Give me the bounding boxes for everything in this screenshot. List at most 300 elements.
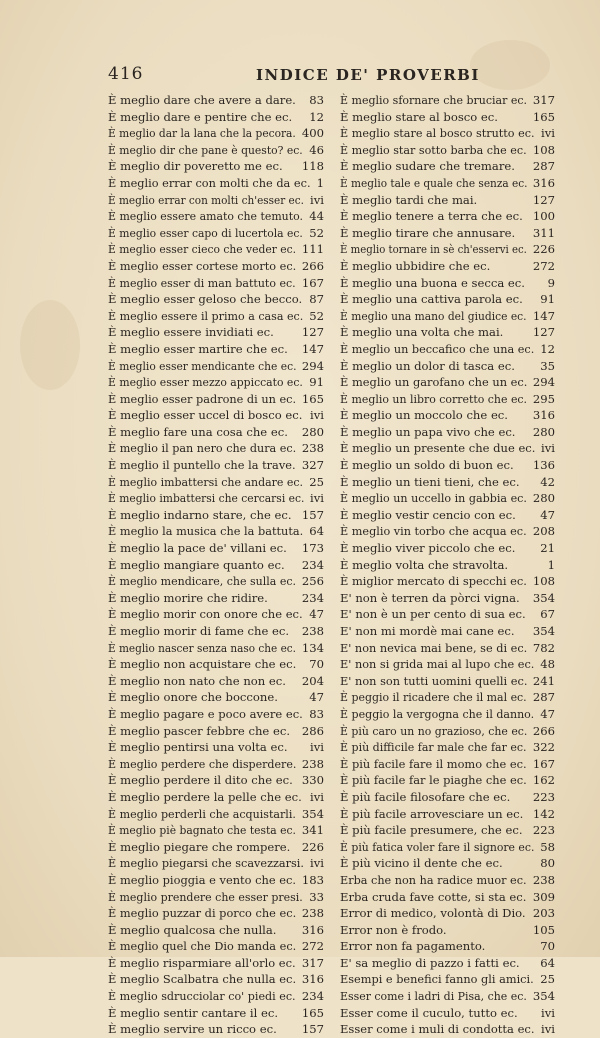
page-reference: 1 [316, 175, 324, 190]
proverb-text: È meglio tardi che mai. [340, 192, 478, 207]
page-reference: 87 [309, 292, 324, 307]
index-entry [108, 258, 324, 275]
index-entry [340, 855, 555, 872]
index-entry [108, 291, 324, 308]
index-entry [340, 822, 555, 839]
proverb-text: È meglio prendere che esser presi. [108, 889, 303, 904]
page-reference: 238 [301, 906, 324, 921]
proverb-text: È meglio tenere a terra che ec. [340, 209, 523, 224]
index-entry [108, 1005, 324, 1022]
proverb-text: È meglio imbattersi che cercarsi ec. [108, 491, 305, 506]
proverb-text: È meglio errar con molti che da ec. [108, 175, 311, 190]
page-reference: 142 [532, 806, 555, 821]
proverb-text: È meglio servire un ricco ec. [108, 1022, 277, 1037]
page-reference: 25 [309, 474, 324, 489]
proverb-text: È meglio la pace de' villani ec. [108, 541, 287, 556]
index-entry [340, 922, 555, 939]
page-reference: 226 [301, 839, 324, 854]
page-reference: 21 [540, 541, 555, 556]
index-entry [108, 623, 324, 640]
proverb-text: È meglio esser geloso che becco. [108, 292, 303, 307]
page-reference: ivi [310, 856, 324, 871]
page-reference: 295 [532, 391, 555, 406]
index-entry [340, 192, 555, 209]
proverb-text: È meglio morire che ridire. [108, 590, 268, 605]
proverb-text: È meglio esser uccel di bosco ec. [108, 408, 303, 423]
page-reference: 316 [532, 408, 555, 423]
proverb-text: È meglio dare che avere a dare. [108, 93, 296, 107]
proverb-text: È meglio un papa vivo che ec. [340, 424, 516, 439]
page-reference: 165 [301, 1005, 324, 1020]
page-reference: 280 [532, 491, 555, 506]
page-reference: 167 [532, 756, 555, 771]
index-entry [340, 474, 555, 491]
index-entry [108, 689, 324, 706]
index-entry [340, 789, 555, 806]
proverb-text: È meglio tirare che annusare. [340, 225, 516, 240]
index-entry [108, 109, 324, 126]
page-reference: 58 [540, 839, 555, 854]
page-reference: 167 [301, 275, 324, 290]
proverb-text: Esser come il cuculo, tutto ec. [340, 1005, 518, 1020]
index-entry [340, 606, 555, 623]
page-reference: 147 [532, 308, 555, 323]
page-reference: 204 [301, 673, 324, 688]
index-entry [108, 922, 324, 939]
index-entry [340, 424, 555, 441]
index-entry [340, 291, 555, 308]
index-entry [340, 889, 555, 906]
index-entry [108, 839, 324, 856]
proverb-text: Error non è frodo. [340, 922, 447, 937]
index-entry [340, 158, 555, 175]
page-reference: 157 [301, 1022, 324, 1037]
page-reference: 165 [532, 109, 555, 124]
page-reference: ivi [541, 126, 555, 141]
index-entry [108, 490, 324, 507]
proverb-text: È meglio un soldo di buon ec. [340, 458, 514, 473]
page-reference: 136 [532, 458, 555, 473]
index-entry [340, 739, 555, 756]
index-entry [108, 474, 324, 491]
proverb-text: È peggio la vergogna che il danno. [340, 706, 535, 721]
index-entry [108, 806, 324, 823]
index-entry [340, 523, 555, 540]
page-reference: ivi [310, 491, 324, 506]
page-reference: 127 [532, 192, 555, 207]
proverb-text: È meglio un beccafico che una ec. [340, 341, 535, 356]
index-column-right [340, 92, 555, 1038]
proverb-text: È meglio sfornare che bruciar ec. [340, 93, 528, 107]
page-reference: 1 [547, 557, 555, 572]
proverb-text: È miglior mercato di specchi ec. [340, 574, 527, 589]
proverb-text: È meglio un dolor di tasca ec. [340, 358, 515, 373]
page-reference: 316 [532, 175, 555, 190]
page-reference: 341 [301, 823, 324, 838]
proverb-text: È meglio errar con molti ch'esser ec. [108, 192, 304, 207]
page-reference: 317 [301, 955, 324, 970]
index-entry [108, 772, 324, 789]
page-reference: 309 [532, 889, 555, 904]
index-entry [108, 358, 324, 375]
index-entry [108, 225, 324, 242]
proverb-text: È meglio perdere la pelle che ec. [108, 789, 302, 804]
index-entry [340, 341, 555, 358]
proverb-text: È meglio pioggia e vento che ec. [108, 872, 297, 887]
index-entry [340, 623, 555, 640]
page-reference: 280 [532, 424, 555, 439]
index-entry [108, 158, 324, 175]
page-reference: 108 [532, 574, 555, 589]
index-entry [340, 324, 555, 341]
page-reference: 147 [301, 341, 324, 356]
page-reference: 67 [540, 607, 555, 622]
proverb-text: È meglio tale e quale che senza ec. [340, 175, 528, 190]
page-reference: 12 [540, 341, 555, 356]
index-entry [108, 324, 324, 341]
index-entry [108, 822, 324, 839]
page-reference: 48 [540, 657, 555, 672]
index-entry [108, 905, 324, 922]
proverb-text: È meglio perderli che acquistarli. [108, 806, 296, 821]
index-entry [108, 374, 324, 391]
index-entry [340, 772, 555, 789]
proverb-text: È più caro un no grazioso, che ec. [340, 723, 528, 738]
index-entry [108, 175, 324, 192]
page-reference: 223 [532, 823, 555, 838]
page-reference: 70 [309, 657, 324, 672]
index-entry [340, 756, 555, 773]
page-reference: 52 [309, 225, 324, 240]
proverb-text: È meglio dar la lana che la pecora. [108, 126, 296, 141]
page-reference: 287 [532, 159, 555, 174]
index-column-left [108, 92, 324, 1038]
index-entry [340, 92, 555, 109]
proverb-text: Esser come i ladri di Pisa, che ec. [340, 989, 527, 1004]
proverb-text: E' non è un per cento di sua ec. [340, 607, 526, 622]
proverb-text: È più facile arrovesciare un ec. [340, 806, 524, 821]
proverb-text: È meglio indarno stare, che ec. [108, 507, 292, 522]
page-reference: 44 [309, 209, 324, 224]
proverb-text: È meglio essere invidiati ec. [108, 325, 274, 340]
page-reference: ivi [541, 441, 555, 456]
index-entry [340, 723, 555, 740]
proverb-text: È meglio il puntello che la trave. [108, 458, 296, 473]
index-entry [108, 125, 324, 142]
proverb-text: È più facile far le piaghe che ec. [340, 773, 527, 788]
index-entry [340, 358, 555, 375]
page-reference: 165 [301, 391, 324, 406]
index-entry [108, 1021, 324, 1038]
proverb-text: E' non son tutti uomini quelli ec. [340, 673, 528, 688]
proverb-text: È meglio vestir cencio con ec. [340, 507, 516, 522]
index-entry [340, 142, 555, 159]
page-reference: 241 [532, 673, 555, 688]
page-reference: 134 [301, 640, 324, 655]
index-entry [108, 92, 324, 109]
page-reference: 47 [540, 507, 555, 522]
proverb-text: È meglio stare al bosco ec. [340, 109, 498, 124]
proverb-text: È meglio nascer senza naso che ec. [108, 640, 296, 655]
proverb-text: È meglio piè bagnato che testa ec. [108, 823, 296, 838]
page-reference: 162 [532, 773, 555, 788]
page-reference: 256 [301, 574, 324, 589]
page-reference: 280 [301, 424, 324, 439]
page-number: 416 [108, 64, 144, 84]
page-reference: 238 [301, 441, 324, 456]
index-entry [340, 839, 555, 856]
proverb-text: È meglio un libro corretto che ec. [340, 391, 528, 406]
page-reference: 400 [301, 126, 324, 141]
index-entry [340, 540, 555, 557]
proverb-text: È più facile filosofare che ec. [340, 789, 511, 804]
index-entry [108, 308, 324, 325]
page-reference: 52 [309, 308, 324, 323]
index-entry [340, 938, 555, 955]
index-entry [340, 457, 555, 474]
page-reference: 35 [540, 358, 555, 373]
page-reference: ivi [310, 192, 324, 207]
page-reference: 287 [532, 690, 555, 705]
page-reference: 70 [540, 939, 555, 954]
page-reference: ivi [541, 1005, 555, 1020]
index-entry [108, 208, 324, 225]
index-entry [108, 872, 324, 889]
index-entry [108, 440, 324, 457]
index-entry [340, 391, 555, 408]
page-reference: 272 [532, 258, 555, 273]
index-entry [108, 341, 324, 358]
page-reference: 238 [532, 872, 555, 887]
proverb-text: È meglio esser cortese morto ec. [108, 258, 297, 273]
proverb-text: È meglio pagare e poco avere ec. [108, 706, 303, 721]
page-reference: 316 [301, 922, 324, 937]
page-reference: 234 [301, 557, 324, 572]
proverb-text: È meglio tornare in sè ch'esservi ec. [340, 242, 527, 257]
index-entry [108, 142, 324, 159]
page-reference: 327 [301, 458, 324, 473]
proverb-text: È meglio esser mendicante che ec. [108, 358, 297, 373]
page-reference: 223 [532, 789, 555, 804]
page-reference: 127 [301, 325, 324, 340]
proverb-text: È meglio fare una cosa che ec. [108, 424, 288, 439]
page-reference: 354 [532, 590, 555, 605]
index-entry [340, 407, 555, 424]
page-reference: 322 [532, 740, 555, 755]
page-reference: 354 [301, 806, 324, 821]
page-reference: ivi [310, 740, 324, 755]
index-entry [340, 905, 555, 922]
index-entry [340, 673, 555, 690]
page-reference: 226 [532, 242, 555, 257]
proverb-text: È più difficile far male che far ec. [340, 740, 527, 755]
proverb-text: È meglio una cattiva parola ec. [340, 292, 523, 307]
index-entry [108, 573, 324, 590]
proverb-text: È meglio un presente che due ec. [340, 441, 536, 456]
index-entry [108, 507, 324, 524]
proverb-text: È meglio mangiare quanto ec. [108, 557, 285, 572]
index-entry [340, 275, 555, 292]
page-reference: 105 [532, 922, 555, 937]
index-entry [108, 706, 324, 723]
page-reference: 330 [301, 773, 324, 788]
proverb-text: Esser come i muli di condotta ec. [340, 1022, 535, 1037]
proverb-text: È meglio star sotto barba che ec. [340, 142, 527, 157]
page-reference: 238 [301, 756, 324, 771]
page-reference: 311 [532, 225, 555, 240]
proverb-text: È meglio piegarsi che scavezzarsi. [108, 856, 304, 871]
page-reference: 294 [301, 358, 324, 373]
page-header [108, 64, 538, 88]
proverb-text: È meglio un garofano che un ec. [340, 375, 528, 390]
proverb-text: È meglio volta che stravolta. [340, 557, 509, 572]
index-entry [340, 689, 555, 706]
proverb-text: È meglio perdere il dito che ec. [108, 773, 293, 788]
index-entry [108, 988, 324, 1005]
page-reference: 316 [301, 972, 324, 987]
index-entry [108, 739, 324, 756]
index-entry [108, 656, 324, 673]
index-entry [108, 424, 324, 441]
proverb-text: È meglio sdrucciolar co' piedi ec. [108, 989, 296, 1004]
proverb-text: È meglio mendicare, che sulla ec. [108, 574, 297, 589]
page-reference: 238 [301, 624, 324, 638]
proverb-text: È meglio essere amato che temuto. [108, 209, 303, 224]
index-entry [108, 590, 324, 607]
page-reference: ivi [310, 789, 324, 804]
index-entry [108, 275, 324, 292]
proverb-text: E' sa meglio di pazzo i fatti ec. [340, 955, 520, 970]
proverb-text: È meglio qualcosa che nulla. [108, 922, 277, 937]
proverb-text: E' non è terren da pòrci vigna. [340, 590, 520, 605]
index-entry [108, 523, 324, 540]
page-reference: 91 [540, 292, 555, 307]
proverb-text: È meglio essere il primo a casa ec. [108, 308, 304, 323]
index-entry [108, 640, 324, 657]
page-reference: 118 [301, 159, 324, 174]
index-entry [108, 673, 324, 690]
page-reference: 83 [309, 93, 324, 107]
proverb-text: È meglio risparmiare all'orlo ec. [108, 955, 296, 970]
page-reference: 173 [301, 541, 324, 556]
page-reference: 83 [309, 706, 324, 721]
index-entry [108, 457, 324, 474]
index-entry [340, 1021, 555, 1038]
proverb-text: È meglio esser padrone di un ec. [108, 391, 297, 406]
proverb-text: È meglio morir con onore che ec. [108, 607, 303, 622]
index-entry [108, 855, 324, 872]
proverb-text: È meglio onore che boccone. [108, 690, 278, 705]
index-entry [108, 889, 324, 906]
page-reference: 234 [301, 590, 324, 605]
index-entry [340, 175, 555, 192]
page-reference: 12 [309, 109, 324, 124]
page-reference: 354 [532, 624, 555, 638]
proverb-text: È meglio pascer febbre che ec. [108, 723, 291, 738]
proverb-text: È più facile fare il momo che ec. [340, 756, 527, 771]
index-entry [108, 241, 324, 258]
index-entry [108, 723, 324, 740]
proverb-text: È meglio puzzar di porco che ec. [108, 906, 297, 921]
page-reference: 47 [309, 607, 324, 622]
proverb-text: Esempi e benefici fanno gli amici. [340, 972, 534, 987]
index-entry [340, 490, 555, 507]
proverb-text: È meglio viver piccolo che ec. [340, 541, 516, 556]
index-entry [340, 573, 555, 590]
proverb-text: È meglio Scalbatra che nulla ec. [108, 972, 297, 987]
proverb-text: È meglio un uccello in gabbia ec. [340, 491, 527, 506]
index-entry [340, 308, 555, 325]
index-entry [340, 440, 555, 457]
proverb-text: Erba che non ha radice muor ec. [340, 872, 527, 887]
page-reference: 46 [309, 142, 324, 157]
proverb-text: È meglio dir che pane è questo? ec. [108, 142, 303, 157]
proverb-text: È meglio sudare che tremare. [340, 159, 515, 174]
page-reference: 9 [547, 275, 555, 290]
proverb-text: È meglio sentir cantare il ec. [108, 1005, 279, 1020]
index-entry [340, 208, 555, 225]
proverb-text: È meglio una mano del giudice ec. [340, 308, 527, 323]
page-reference: 80 [540, 856, 555, 871]
index-entry [340, 955, 555, 972]
index-entry [340, 988, 555, 1005]
index-entry [108, 955, 324, 972]
proverb-text: Error di medico, volontà di Dio. [340, 906, 526, 921]
index-entry [340, 507, 555, 524]
page-reference: 100 [532, 209, 555, 224]
page-reference: 317 [532, 93, 555, 107]
page-reference: 354 [532, 989, 555, 1004]
proverb-text: È meglio vin torbo che acqua ec. [340, 524, 527, 539]
index-entry [340, 557, 555, 574]
proverb-text: È più vicino il dente che ec. [340, 856, 503, 871]
index-entry [340, 374, 555, 391]
index-entry [340, 225, 555, 242]
index-entry [108, 971, 324, 988]
proverb-text: È più fatica voler fare il signore ec. [340, 839, 535, 854]
proverb-text: È meglio pentirsi una volta ec. [108, 740, 288, 755]
proverb-text: È meglio il pan nero che dura ec. [108, 441, 297, 456]
paper-stain [20, 300, 80, 390]
proverb-text: È più facile presumere, che ec. [340, 823, 523, 838]
index-entry [108, 407, 324, 424]
index-entry [340, 109, 555, 126]
proverb-text: E' non mi mordè mai cane ec. [340, 624, 515, 638]
page-reference: 91 [309, 375, 324, 390]
proverb-text: È meglio non acquistare che ec. [108, 657, 297, 672]
index-entry [108, 606, 324, 623]
proverb-text: È meglio esser martire che ec. [108, 341, 288, 356]
proverb-text: E' non si grida mai al lupo che ec. [340, 657, 535, 672]
page-reference: 234 [301, 989, 324, 1004]
page-reference: 294 [532, 375, 555, 390]
page-reference: 782 [532, 640, 555, 655]
page-reference: 203 [532, 906, 555, 921]
page-reference: 266 [301, 258, 324, 273]
page-reference: 108 [532, 142, 555, 157]
index-entry [108, 192, 324, 209]
proverb-text: È meglio ubbidire che ec. [340, 258, 491, 273]
page-reference: 127 [532, 325, 555, 340]
proverb-text: È meglio morir di fame che ec. [108, 624, 290, 638]
index-entry [340, 806, 555, 823]
page-reference: 42 [540, 474, 555, 489]
proverb-text: È meglio esser capo di lucertola ec. [108, 225, 303, 240]
page-reference: ivi [310, 408, 324, 423]
index-entry [340, 258, 555, 275]
index-entry [108, 938, 324, 955]
page-reference: 47 [309, 690, 324, 705]
